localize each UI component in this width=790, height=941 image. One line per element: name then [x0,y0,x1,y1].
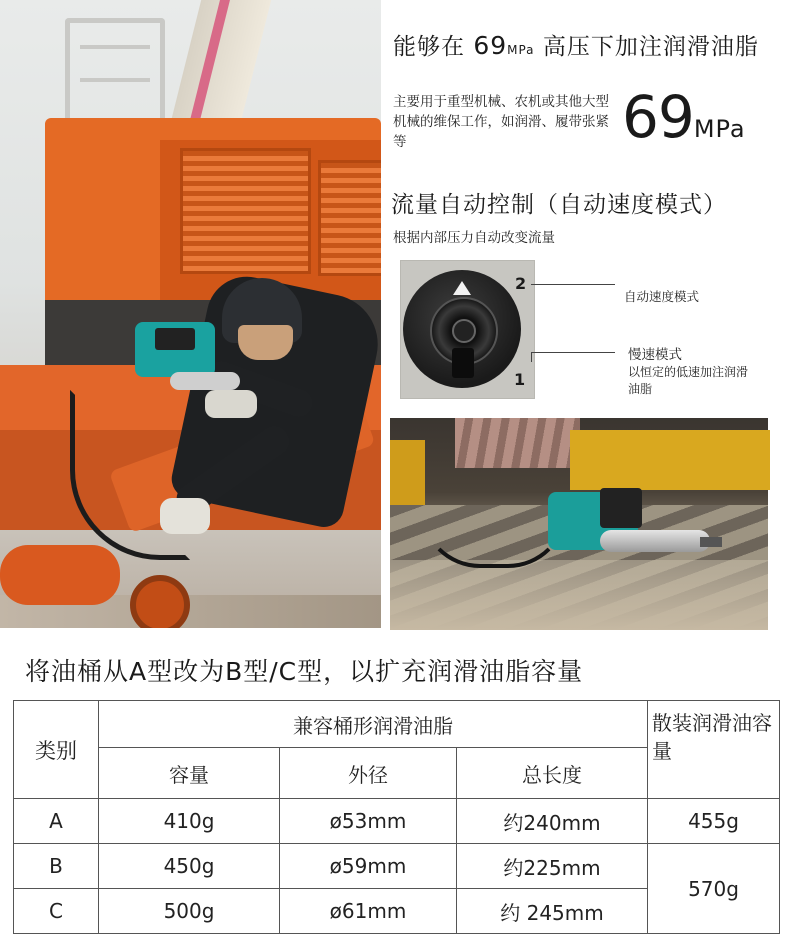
label-auto-speed: 自动速度模式 [624,289,700,304]
guard-railing-bar [80,78,150,82]
hydraulic-cylinder [0,545,120,605]
grease-gun-battery [600,488,642,528]
callout-tick [531,352,532,362]
gravel-ground [390,560,768,630]
column-header-length: 总长度 [457,748,648,799]
cartridge-spec-table [13,700,780,934]
engine-louver [180,148,311,274]
big-pressure-figure [622,83,746,151]
row-length: 约240mm [457,799,648,844]
row-capacity: 410g [99,799,280,844]
row-diameter: ø61mm [280,889,457,934]
usage-description: 主要用于重型机械、农机或其他大型机械的维保工作，如润滑、履带张紧等 [393,94,609,150]
table-row [14,799,780,844]
label-slow-speed: 慢速模式 [628,347,682,363]
table-bulk-header: 散装润滑油容量 [648,701,780,799]
grease-gun-barrel [600,530,710,552]
speed-dial-grip [452,348,474,378]
headline-high-pressure [393,28,759,61]
flow-control-subtitle: 根据内部压力自动改变流量 [393,230,555,246]
headline-pressure-unit: MPa [507,43,535,57]
headline-pressure-number: 69 [473,31,508,60]
row-capacity: 500g [99,889,280,934]
table-group-header: 兼容桶形润滑油脂 [99,701,648,748]
label-slow-speed-desc: 以恒定的低速加注润滑油脂 [628,365,749,396]
guard-railing [65,18,165,128]
big-pressure-number: 69 [622,83,694,151]
glove [160,498,210,534]
big-pressure-unit: MPa [693,115,746,143]
row-length: 约 245mm [457,889,648,934]
worker-face [238,325,293,360]
headline-cartridge-upgrade: 将油桶从A型改为B型/C型，以扩充润滑油脂容量 [25,657,584,686]
row-bulk-capacity: 455g [648,799,780,844]
row-type: C [14,889,99,934]
grease-gun-barrel [170,372,240,390]
speed-dial-center [452,319,476,343]
excavator-worker-photo [0,0,381,628]
row-type: A [14,799,99,844]
triangle-marker-icon [453,281,471,295]
excavator-body [570,430,770,490]
glove [205,390,257,418]
hydraulic-hoses [455,418,580,468]
row-capacity: 450g [99,844,280,889]
row-length: 约225mm [457,844,648,889]
column-header-diameter: 外径 [280,748,457,799]
pivot-joint [130,575,190,628]
row-bulk-capacity: 570g [648,844,780,934]
row-type: B [14,844,99,889]
engine-louver [318,160,381,276]
row-diameter: ø59mm [280,844,457,889]
grease-gun-battery [155,328,195,350]
table-row [14,844,780,889]
column-header-capacity: 容量 [99,748,280,799]
callout-line-auto [531,284,615,285]
grease-gun-rod [700,537,722,547]
table-corner-header: 类别 [14,701,99,799]
callout-line-slow [531,352,615,353]
dial-mark-1: 1 [514,370,526,389]
row-diameter: ø53mm [280,799,457,844]
headline-flow-control: 流量自动控制（自动速度模式） [391,192,727,218]
dial-mark-2: 2 [515,274,527,293]
guard-railing-bar [80,45,150,49]
headline-suffix: 高压下加注润滑油脂 [534,34,759,60]
headline-prefix: 能够在 [393,34,474,60]
